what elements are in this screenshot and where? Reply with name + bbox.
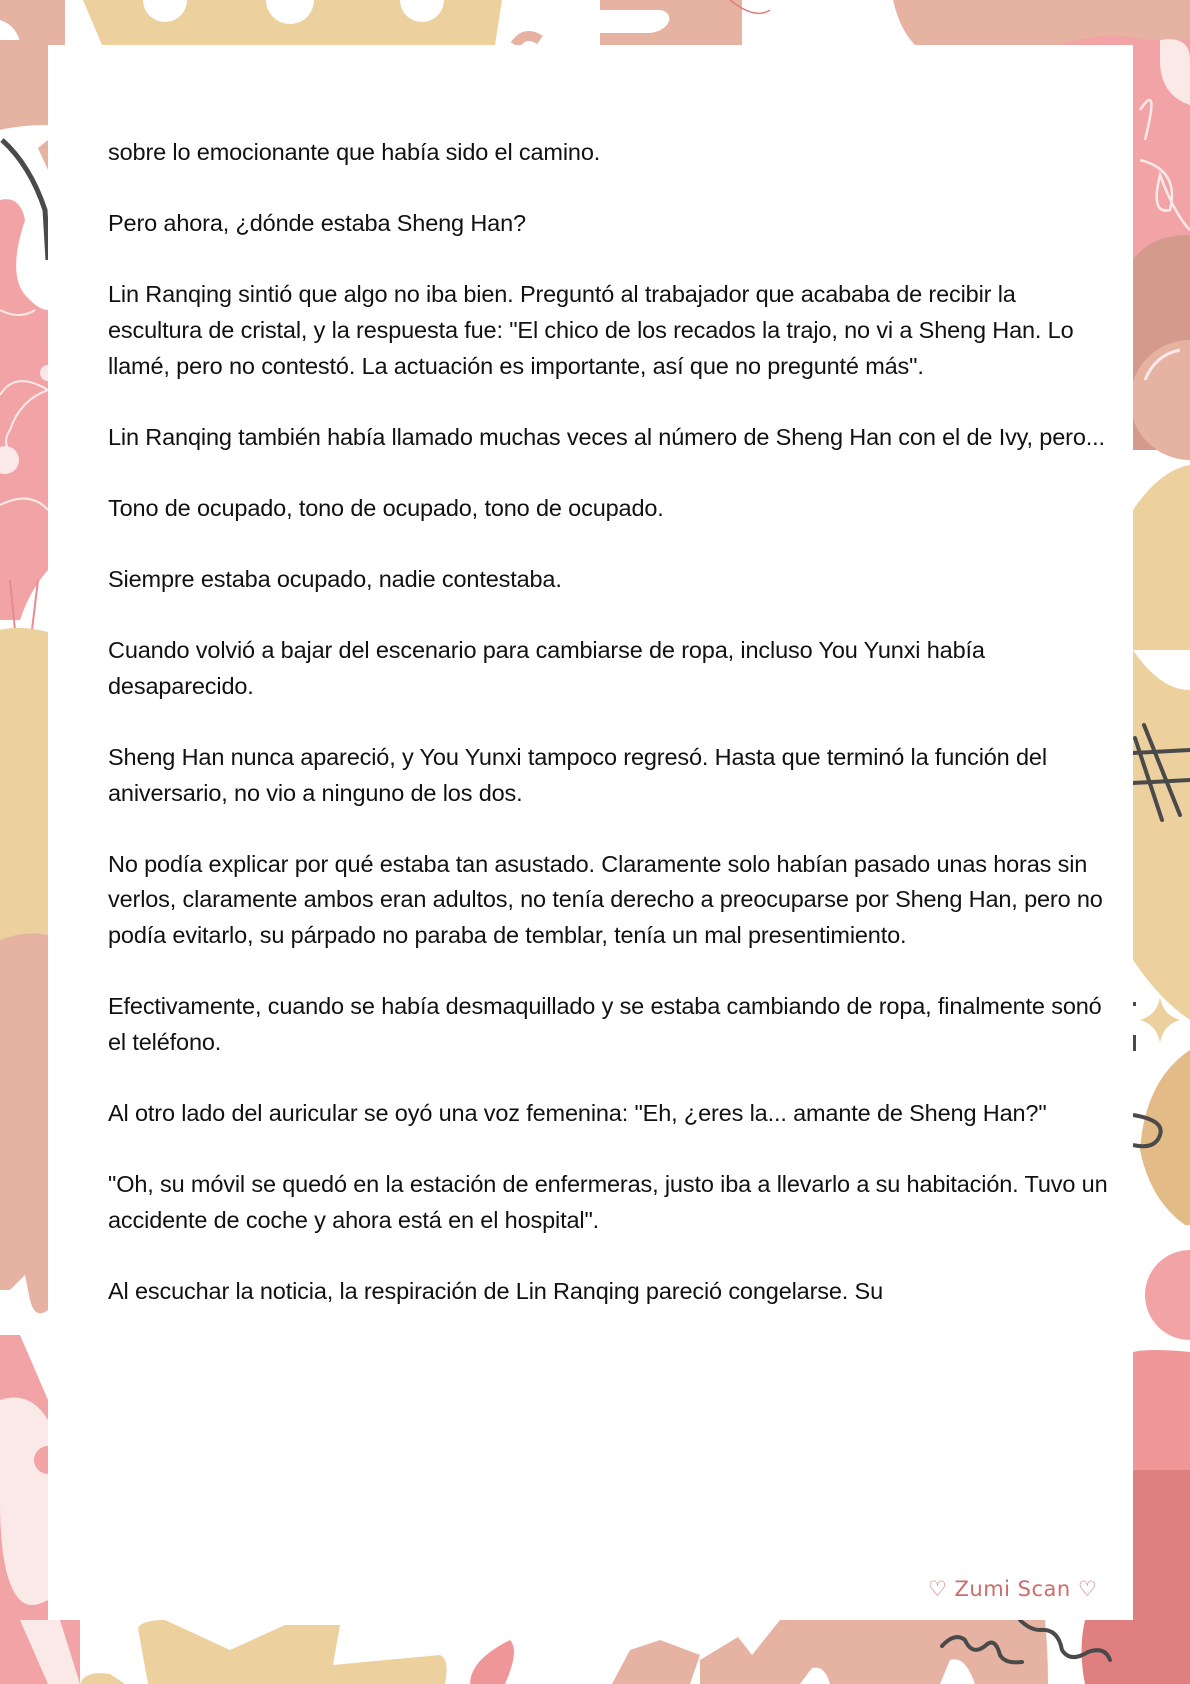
document-body	[108, 135, 1108, 1345]
paragraph: Cuando volvió a bajar del escenario para cambiarse de ropa, incluso You Yunxi había desaparecido.	[108, 637, 985, 699]
peach-block-right	[1133, 465, 1190, 1020]
paragraph: Al otro lado del auricular se oyó una voz femenina: "Eh, ¿eres la... amante de Sheng Han?"	[108, 1100, 1047, 1127]
document-page	[48, 45, 1133, 1620]
paragraph: Pero ahora, ¿dónde estaba Sheng Han?	[108, 210, 526, 237]
pink-circle-right	[1145, 1250, 1190, 1340]
paragraph: sobre lo emocionante que había sido el camino.	[108, 139, 601, 165]
paragraph: Siempre estaba ocupado, nadie contestaba.	[108, 566, 562, 593]
peach-circle-right-lower	[1140, 1050, 1190, 1225]
paragraph: Efectivamente, cuando se había desmaquillado y se estaba cambiando de ropa, finalmente sonó el teléfono.	[108, 993, 1102, 1055]
salmon-band-top-right	[893, 0, 1190, 45]
pink-fan-bottom	[470, 1640, 514, 1684]
paragraph: Sheng Han nunca apareció, y You Yunxi tampoco regresó. Hasta que terminó la función del aniversario, no vio a ninguno de los dos.	[108, 744, 1047, 806]
salmon-blob-top-left-arc	[0, 40, 48, 130]
salmon-zigzag-bottom	[700, 1620, 1048, 1684]
peach-blob-bottom	[138, 1620, 447, 1684]
salmon-column-left	[0, 933, 48, 1313]
paragraph: "Oh, su móvil se quedó en la estación de enfermeras, justo iba a llevarlo a su habitación. Tuvo un accidente de coche y ahora está en el hospital".	[108, 1171, 1108, 1233]
paragraph: No podía explicar por qué estaba tan asustado. Claramente solo habían pasado unas horas sin verlos, claramente ambos eran adultos, no tenía derecho a preocuparse por Sheng Han, pero no podía evitarlo, su párpado no paraba de temblar, tenía un mal presentimiento.	[108, 850, 1103, 949]
pink-column-left	[0, 199, 48, 620]
paragraph: Lin Ranqing sintió que algo no iba bien. Preguntó al trabajador que acababa de recibir la escultura de cristal, y la respuesta fue: "El chico de los recados la trajo, no vi a Sheng Han. Lo llamé, pero no contestó. La actuación es importante, así que no pregunté más".	[108, 281, 1074, 379]
watermark-label: ♡ Zumi Scan ♡	[928, 1577, 1098, 1601]
paragraph: Al escuchar la noticia, la respiración de Lin Ranqing pareció congelarse. Su	[108, 1278, 884, 1304]
paragraph: Lin Ranqing también había llamado muchas veces al número de Sheng Han con el de Ivy, pero...	[108, 423, 1105, 450]
peach-column-left	[0, 628, 48, 940]
paragraph: Tono de ocupado, tono de ocupado, tono de ocupado.	[108, 494, 664, 521]
